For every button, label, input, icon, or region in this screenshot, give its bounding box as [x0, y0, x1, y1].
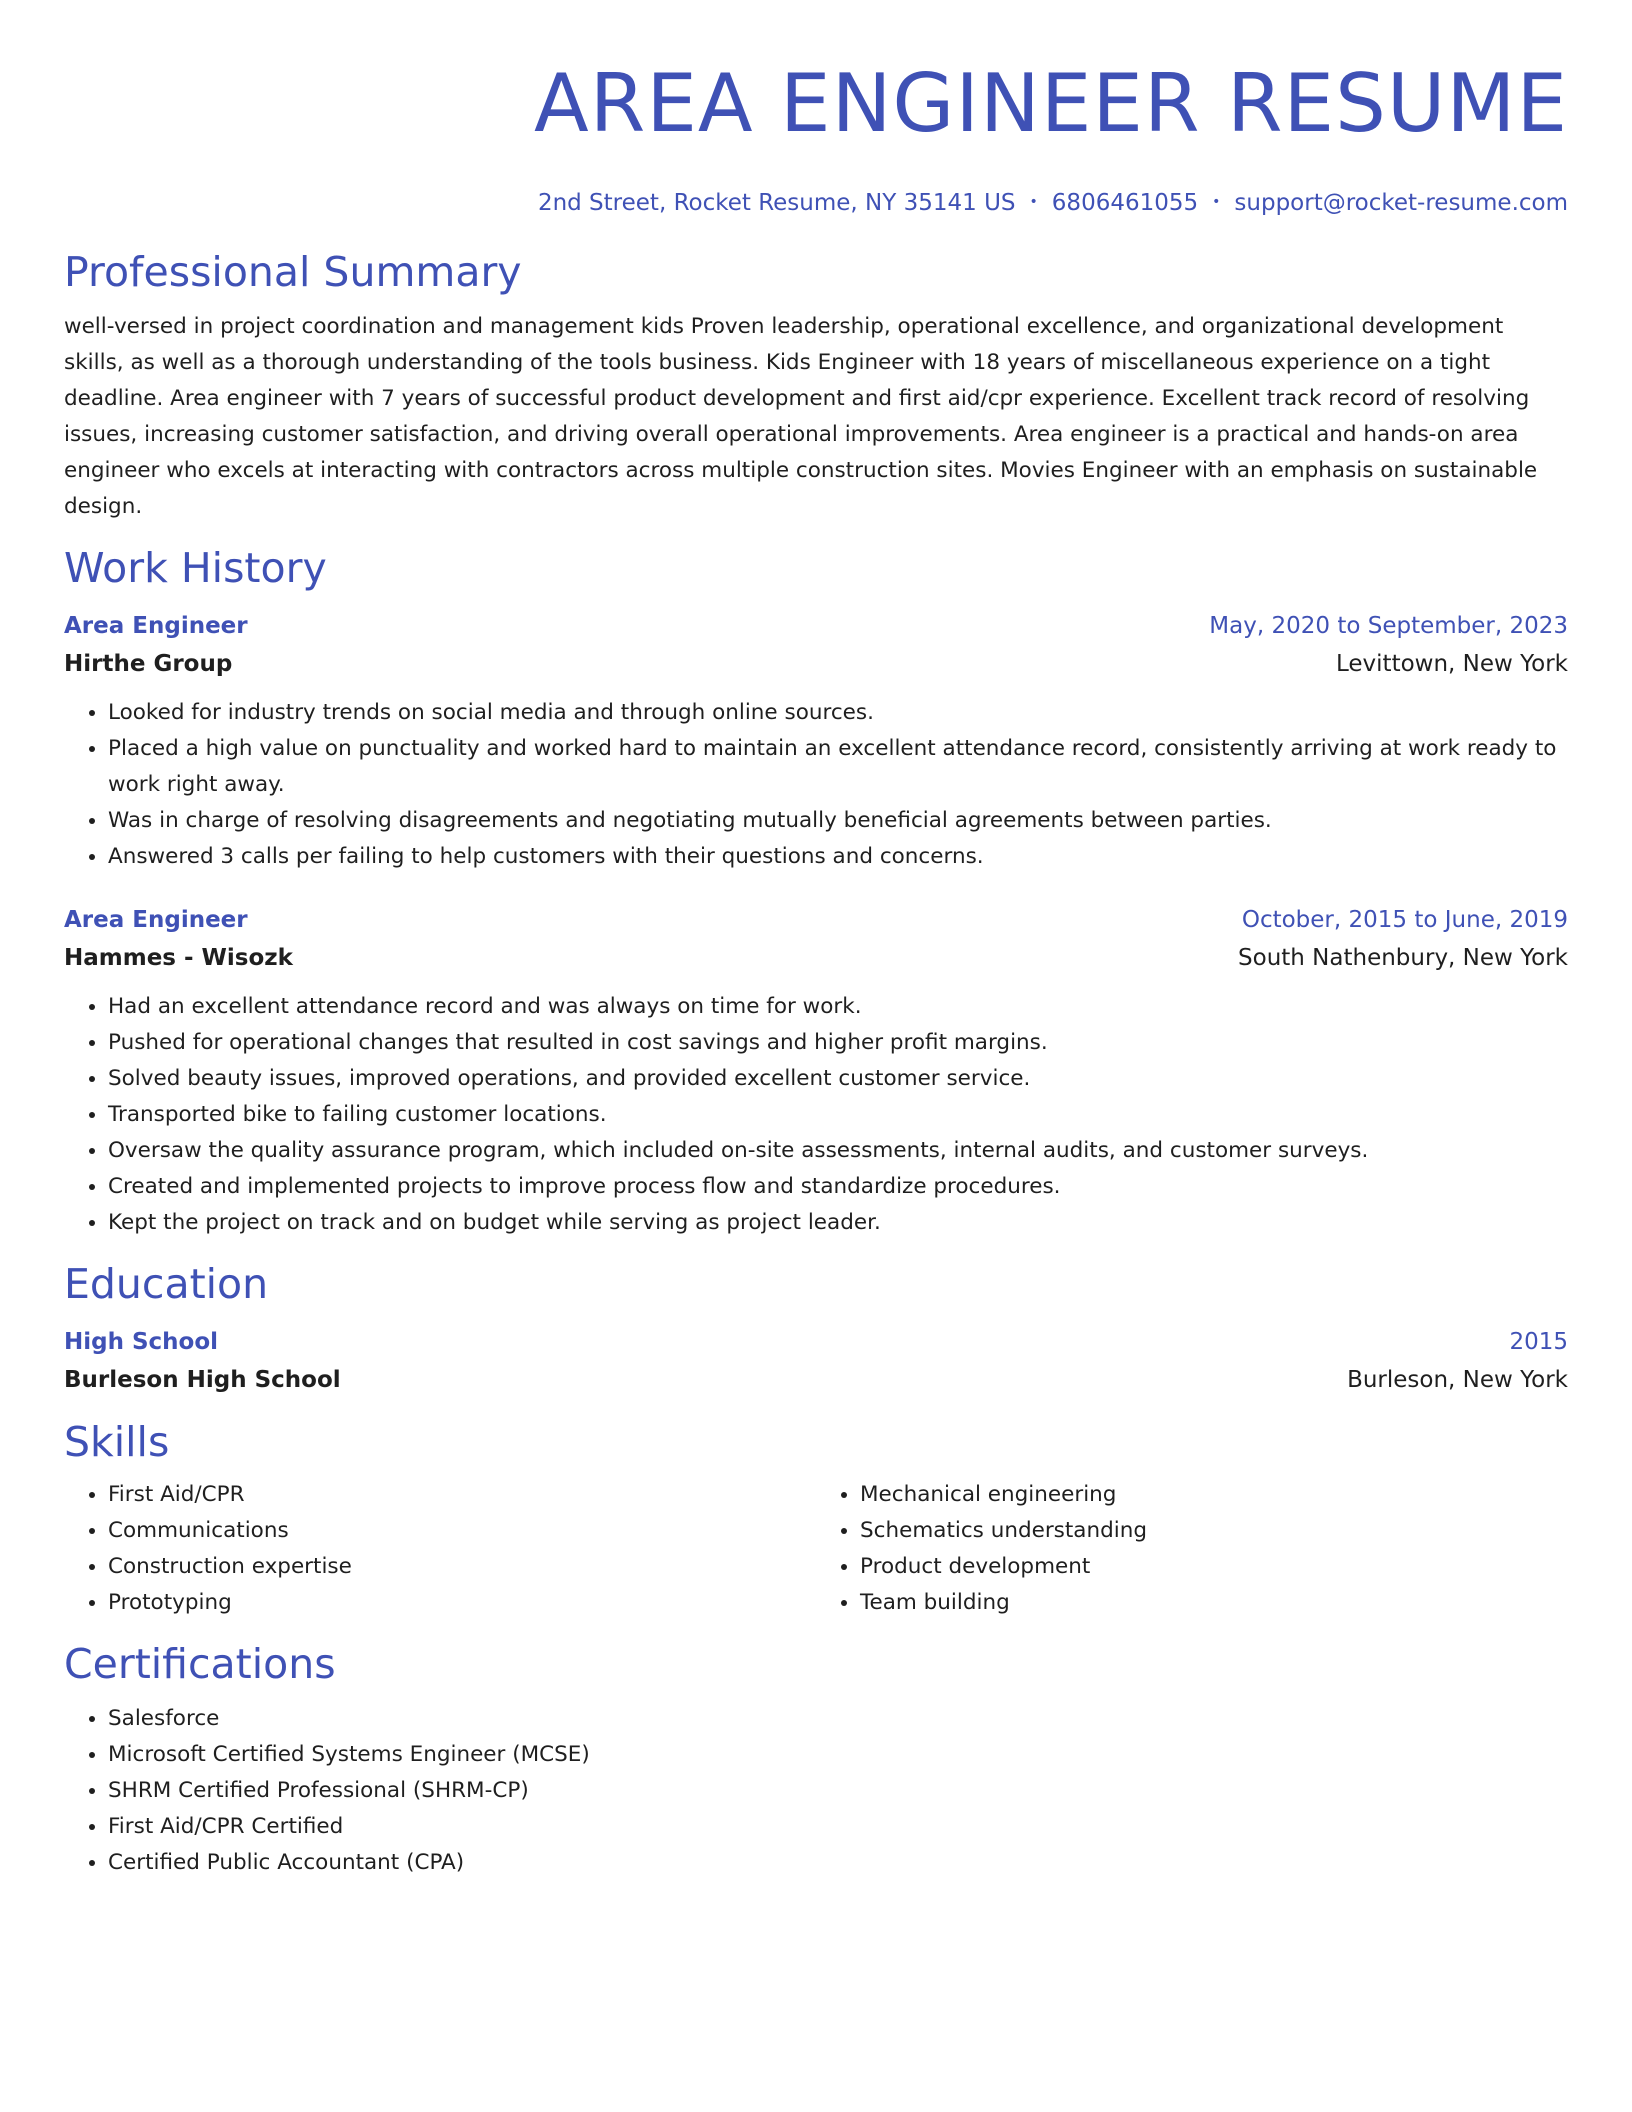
list-item: • Certified Public Accountant (CPA) [108, 1845, 1568, 1881]
certifications-list [64, 1701, 1568, 1881]
list-item: • Communications [108, 1513, 816, 1549]
work-section [64, 543, 1568, 1241]
education-school-row [64, 1361, 1568, 1399]
list-item: • Looked for industry trends on social media and through online sources. [108, 695, 1568, 731]
list-item: • Solved beauty issues, improved operations, and provided excellent customer service. [108, 1061, 1568, 1097]
contact-line [64, 188, 1568, 219]
job-location: Levittown, New York [1336, 650, 1568, 677]
skills-section [64, 1417, 1568, 1621]
education-year: 2015 [1509, 1328, 1568, 1355]
summary-section [64, 247, 1568, 525]
list-item: • Placed a high value on punctuality and worked hard to maintain an excellent attendance record, consistently arriving at work ready to work right away. [108, 731, 1568, 803]
list-item: • Salesforce [108, 1701, 1568, 1737]
job-title-row [64, 901, 1568, 939]
list-item: • Had an excellent attendance record and was always on time for work. [108, 989, 1568, 1025]
job-title: Area Engineer [64, 612, 248, 639]
certifications-heading: Certifications [64, 1639, 336, 1688]
job-company: Hammes - Wisozk [64, 944, 293, 971]
list-item: • Answered 3 calls per failing to help customers with their questions and concerns. [108, 839, 1568, 875]
job-bullets [64, 695, 1568, 875]
list-item: • First Aid/CPR Certified [108, 1809, 1568, 1845]
job-company-row [64, 645, 1568, 683]
contact-separator: • [1212, 193, 1221, 210]
contact-separator: • [1029, 193, 1038, 210]
list-item: • Mechanical engineering [860, 1477, 1568, 1513]
job-entry [64, 607, 1568, 875]
education-degree-row [64, 1323, 1568, 1361]
skills-heading: Skills [64, 1417, 170, 1466]
list-item: • Pushed for operational changes that resulted in cost savings and higher profit margins. [108, 1025, 1568, 1061]
skills-list-right [816, 1477, 1568, 1621]
list-item: • Team building [860, 1585, 1568, 1621]
education-entry [64, 1323, 1568, 1399]
list-item: • Was in charge of resolving disagreements and negotiating mutually beneficial agreements between parties. [108, 803, 1568, 839]
summary-heading: Professional Summary [64, 247, 522, 296]
education-location: Burleson, New York [1347, 1366, 1568, 1393]
list-item: • Created and implemented projects to improve process flow and standardize procedures. [108, 1169, 1568, 1205]
job-company: Hirthe Group [64, 650, 233, 677]
job-bullets [64, 989, 1568, 1241]
list-item: • Oversaw the quality assurance program, which included on-site assessments, internal audits, and customer surveys. [108, 1133, 1568, 1169]
list-item: • Schematics understanding [860, 1513, 1568, 1549]
list-item: • Microsoft Certified Systems Engineer (MCSE) [108, 1737, 1568, 1773]
education-section [64, 1259, 1568, 1399]
education-degree: High School [64, 1328, 219, 1355]
education-school: Burleson High School [64, 1366, 341, 1393]
work-heading: Work History [64, 543, 327, 592]
contact-phone: 6806461055 [1051, 190, 1199, 216]
job-company-row [64, 939, 1568, 977]
job-dates: May, 2020 to September, 2023 [1209, 612, 1568, 639]
list-item: • Construction expertise [108, 1549, 816, 1585]
job-entry [64, 901, 1568, 1241]
list-item: • First Aid/CPR [108, 1477, 816, 1513]
summary-text: well-versed in project coordination and management kids Proven leadership, operational excellence, and organizational development skills, as well as a thorough understanding of the tools business. Kids Engineer with 18 years of miscellaneous experience on a tight deadline. Area engineer with 7 years of successful product development and first aid/cpr experience. Excellent track record of resolving issues, increasing customer satisfaction, and driving overall operational improvements. Area engineer is a practical and hands-on area engineer who excels at interacting with contractors across multiple construction sites. Movies Engineer with an emphasis on sustainable design. [64, 313, 1538, 519]
job-title: Area Engineer [64, 906, 248, 933]
contact-email: support@rocket-resume.com [1234, 190, 1568, 216]
resume-title: AREA ENGINEER RESUME [534, 57, 1568, 150]
job-dates: October, 2015 to June, 2019 [1241, 906, 1568, 933]
job-title-row [64, 607, 1568, 645]
certifications-section [64, 1639, 1568, 1881]
list-item: • SHRM Certified Professional (SHRM-CP) [108, 1773, 1568, 1809]
contact-address: 2nd Street, Rocket Resume, NY 35141 US [537, 190, 1016, 216]
resume-header [64, 56, 1568, 219]
job-location: South Nathenbury, New York [1238, 944, 1568, 971]
list-item: • Kept the project on track and on budget while serving as project leader. [108, 1205, 1568, 1241]
list-item: • Prototyping [108, 1585, 816, 1621]
skills-list-left [64, 1477, 816, 1621]
education-heading: Education [64, 1259, 269, 1308]
skills-grid [64, 1477, 1568, 1621]
list-item: • Product development [860, 1549, 1568, 1585]
list-item: • Transported bike to failing customer locations. [108, 1097, 1568, 1133]
